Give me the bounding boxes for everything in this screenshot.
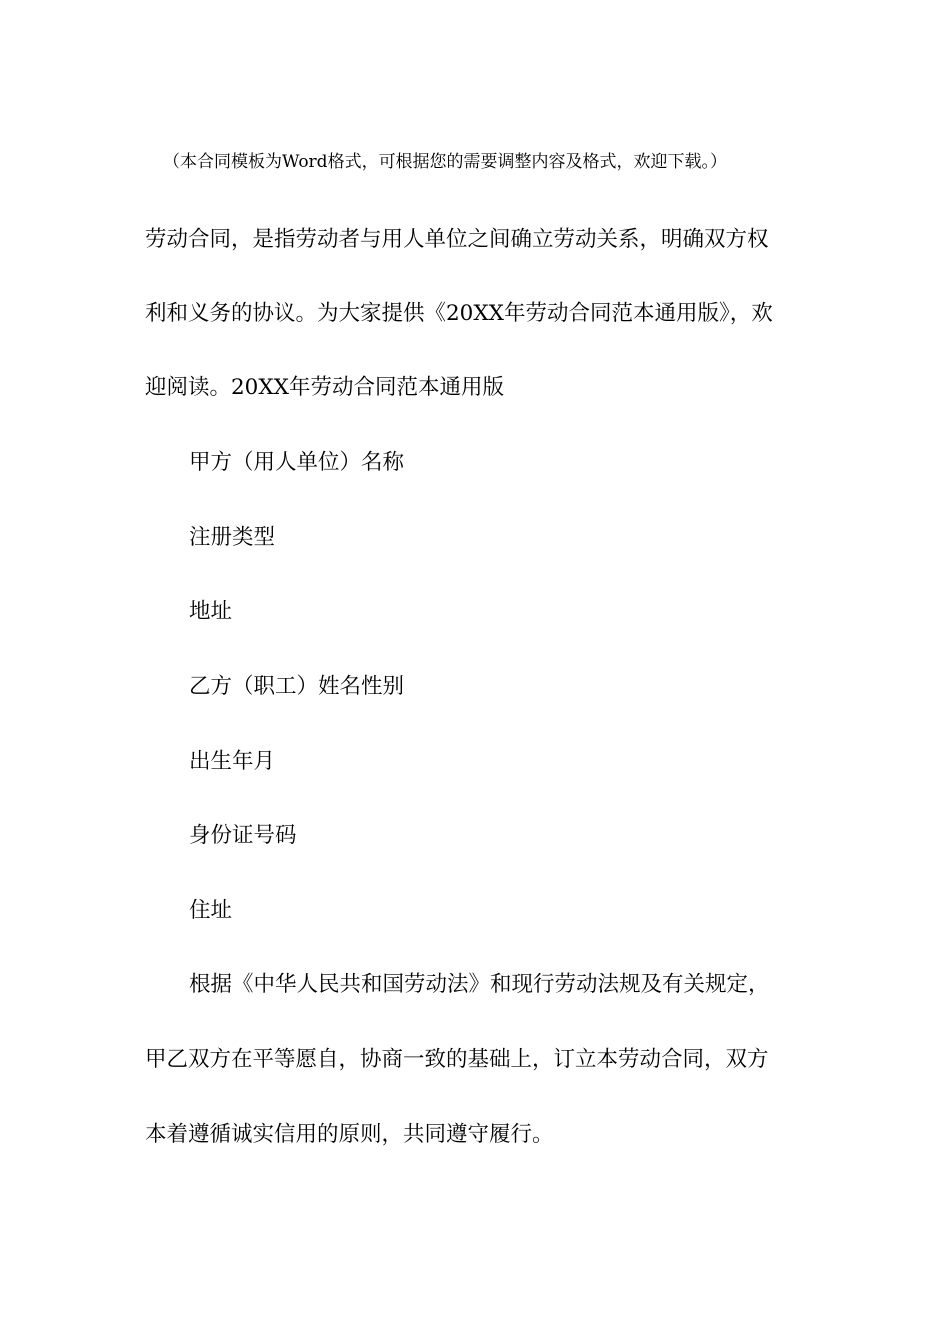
preamble-line-2: 甲乙双方在平等愿自，协商一致的基础上，订立本劳动合同，双方 bbox=[145, 1047, 769, 1072]
intro-line-3: 迎阅读。20XX年劳动合同范本通用版 bbox=[145, 375, 504, 400]
field-residence: 住址 bbox=[189, 898, 233, 923]
preamble-line-1: 根据《中华人民共和国劳动法》和现行劳动法规及有关规定， bbox=[189, 972, 770, 997]
intro-line-1: 劳动合同，是指劳动者与用人单位之间确立劳动关系，明确双方权 bbox=[145, 227, 769, 252]
field-registration-type: 注册类型 bbox=[189, 525, 276, 550]
preamble-line-3: 本着遵循诚实信用的原则，共同遵守履行。 bbox=[145, 1122, 554, 1147]
field-id-number: 身份证号码 bbox=[189, 823, 297, 848]
template-note: （本合同模板为Word格式，可根据您的需要调整内容及格式，欢迎下载。） bbox=[163, 152, 728, 172]
field-birth-date: 出生年月 bbox=[189, 749, 276, 774]
field-employer-name: 甲方（用人单位）名称 bbox=[189, 450, 405, 475]
intro-line-2: 利和义务的协议。为大家提供《20XX年劳动合同范本通用版》，欢 bbox=[145, 301, 773, 326]
field-address: 地址 bbox=[189, 599, 233, 624]
field-employee-name-gender: 乙方（职工）姓名性别 bbox=[189, 674, 405, 699]
